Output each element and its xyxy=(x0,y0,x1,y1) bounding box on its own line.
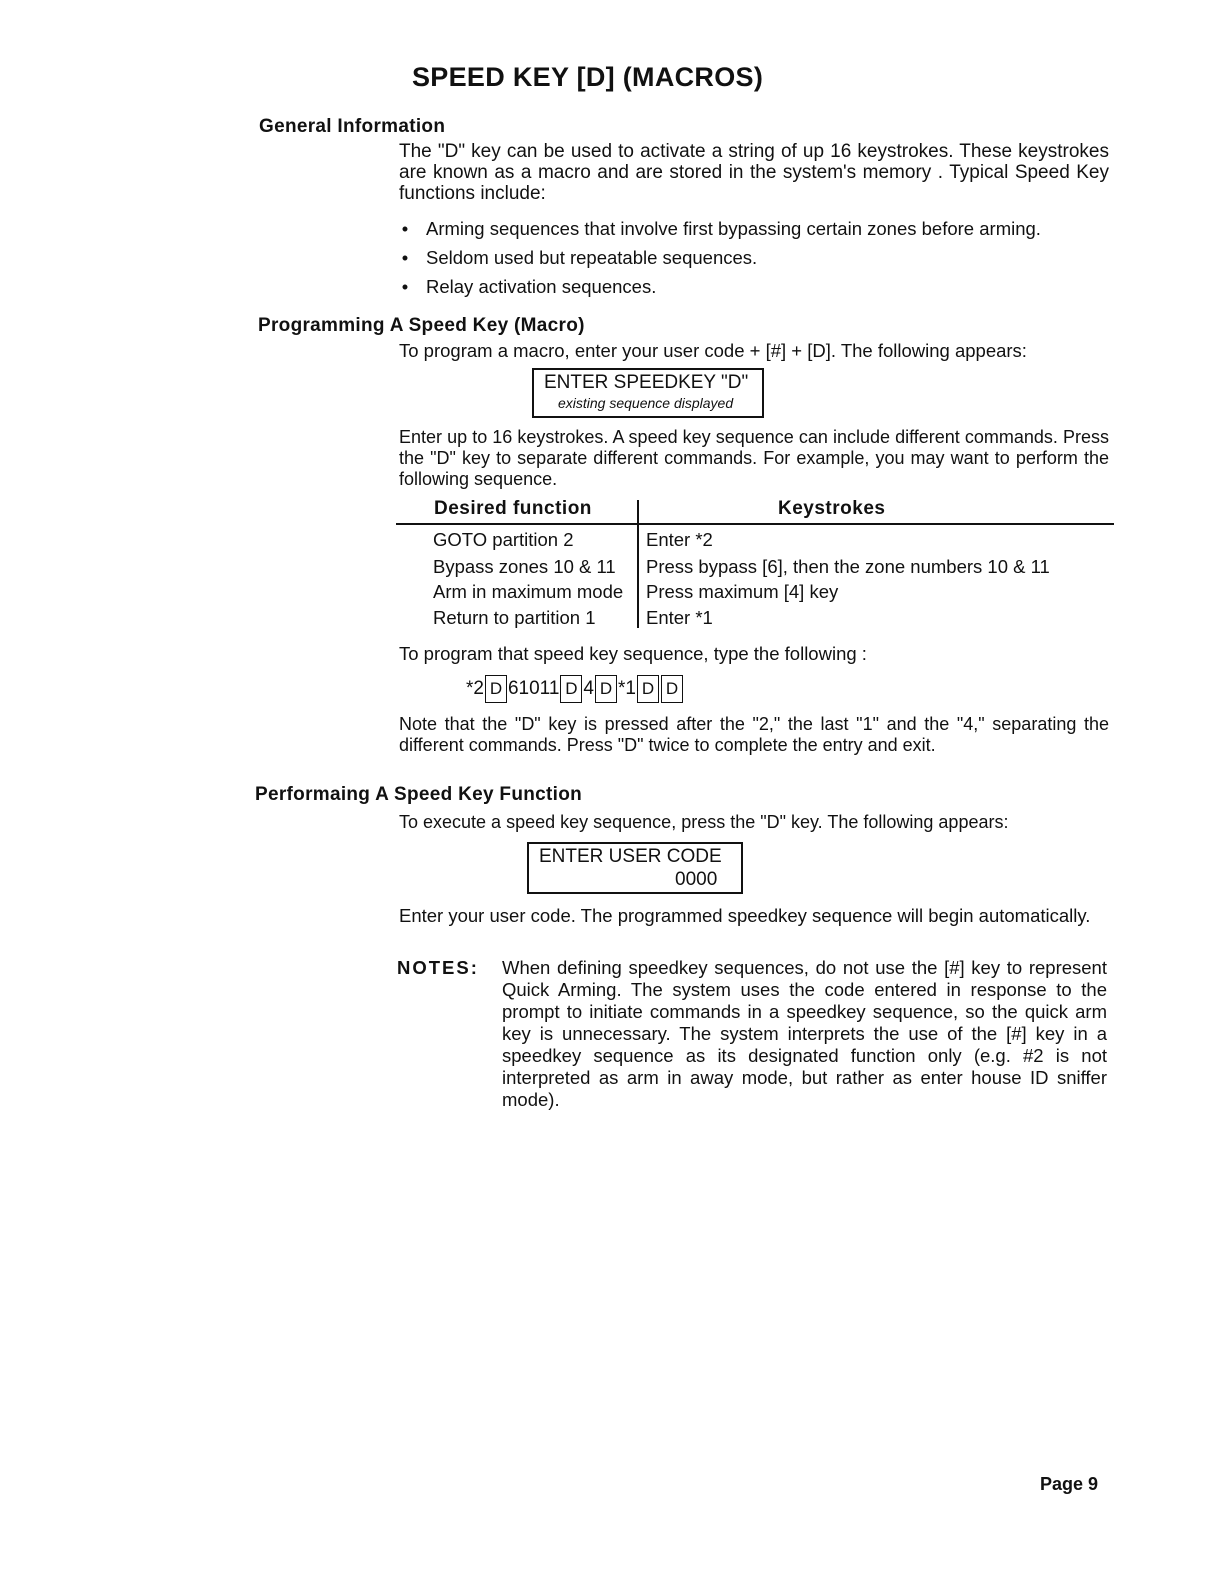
notes-text: When defining speedkey sequences, do not use the [#] key to represent Quick Arming. The system uses the code entered in response to the prompt to initiate commands in a speedkey sequence, so the quick arm key is unnecessary. The system interprets the use of the [#] key in a speedkey sequence as its designated function only (e.g. #2 is not interpreted as arm in away mode, but rather as enter house ID sniffer mode). xyxy=(502,957,1107,1110)
table-cell-keystrokes: Press maximum [4] key xyxy=(646,581,839,602)
bullet-icon: • xyxy=(401,276,409,297)
user-code-display-box xyxy=(527,842,743,894)
display-line-2: existing sequence displayed xyxy=(558,395,734,411)
display-line-2: 0000 xyxy=(675,869,718,890)
sequence-note-text: Note that the "D" key is pressed after the "2," the last "1" and the "4," separating the different commands. Press "D" twice to complete the entry and exit. xyxy=(399,714,1109,755)
table-cell-keystrokes: Press bypass [6], then the zone numbers 10 & 11 xyxy=(646,556,1050,577)
table-header-keystrokes: Keystrokes xyxy=(778,498,886,519)
sequence-text: *1 xyxy=(617,678,636,699)
performing-intro-text: To execute a speed key sequence, press the "D" key. The following appears: xyxy=(399,812,1009,832)
performing-speed-key-heading: Performaing A Speed Key Function xyxy=(255,784,583,805)
general-intro-text: The "D" key can be used to activate a string of up 16 keystrokes. These keystrokes are known as a macro and are stored in the system's memory . Typical Speed Key functions include: xyxy=(399,141,1109,204)
bullet-icon: • xyxy=(401,218,409,239)
table-header-rule xyxy=(396,523,1114,525)
sequence-text: *2 xyxy=(466,678,484,699)
d-key-box: D xyxy=(661,675,683,703)
d-key-box: D xyxy=(595,675,617,703)
programming-explanation-text: Enter up to 16 keystrokes. A speed key sequence can include different commands. Press the "D" key to separate different commands. For example, you may want to perform the following sequence. xyxy=(399,427,1109,489)
function-keystroke-table xyxy=(396,496,1114,632)
programming-intro-text: To program a macro, enter your user code + [#] + [D]. The following appears: xyxy=(399,340,1027,361)
list-item: • Arming sequences that involve first bypassing certain zones before arming. xyxy=(399,214,1119,243)
d-key-box: D xyxy=(637,675,659,703)
keystroke-sequence xyxy=(466,674,684,704)
list-item: • Relay activation sequences. xyxy=(399,272,1119,301)
table-cell-function: Return to partition 1 xyxy=(433,607,596,628)
bullet-icon: • xyxy=(401,247,409,268)
page-number: Page 9 xyxy=(1040,1474,1099,1494)
display-line-1: ENTER USER CODE xyxy=(539,846,722,867)
sequence-intro-text: To program that speed key sequence, type the following : xyxy=(399,643,867,664)
table-cell-function: Bypass zones 10 & 11 xyxy=(433,556,616,577)
programming-speed-key-heading: Programming A Speed Key (Macro) xyxy=(258,315,585,336)
table-header-function: Desired function xyxy=(434,498,592,519)
table-cell-function: GOTO partition 2 xyxy=(433,529,574,550)
sequence-text: 61011 xyxy=(507,678,560,699)
list-item: • Seldom used but repeatable sequences. xyxy=(399,243,1119,272)
table-cell-function: Arm in maximum mode xyxy=(433,581,624,602)
performing-after-text: Enter your user code. The programmed speedkey sequence will begin automatically. xyxy=(399,905,1091,926)
speedkey-display-box xyxy=(532,368,764,418)
speed-key-functions-list xyxy=(399,214,1119,301)
table-cell-keystrokes: Enter *2 xyxy=(646,529,713,550)
d-key-box: D xyxy=(485,675,507,703)
sequence-text: 4 xyxy=(583,678,594,699)
table-column-divider xyxy=(637,500,639,628)
general-information-heading: General Information xyxy=(259,116,446,137)
table-cell-keystrokes: Enter *1 xyxy=(646,607,713,628)
d-key-box: D xyxy=(560,675,582,703)
notes-label: NOTES: xyxy=(397,957,479,978)
display-line-1: ENTER SPEEDKEY "D" xyxy=(544,372,749,393)
page-title: SPEED KEY [D] (MACROS) xyxy=(412,62,764,92)
